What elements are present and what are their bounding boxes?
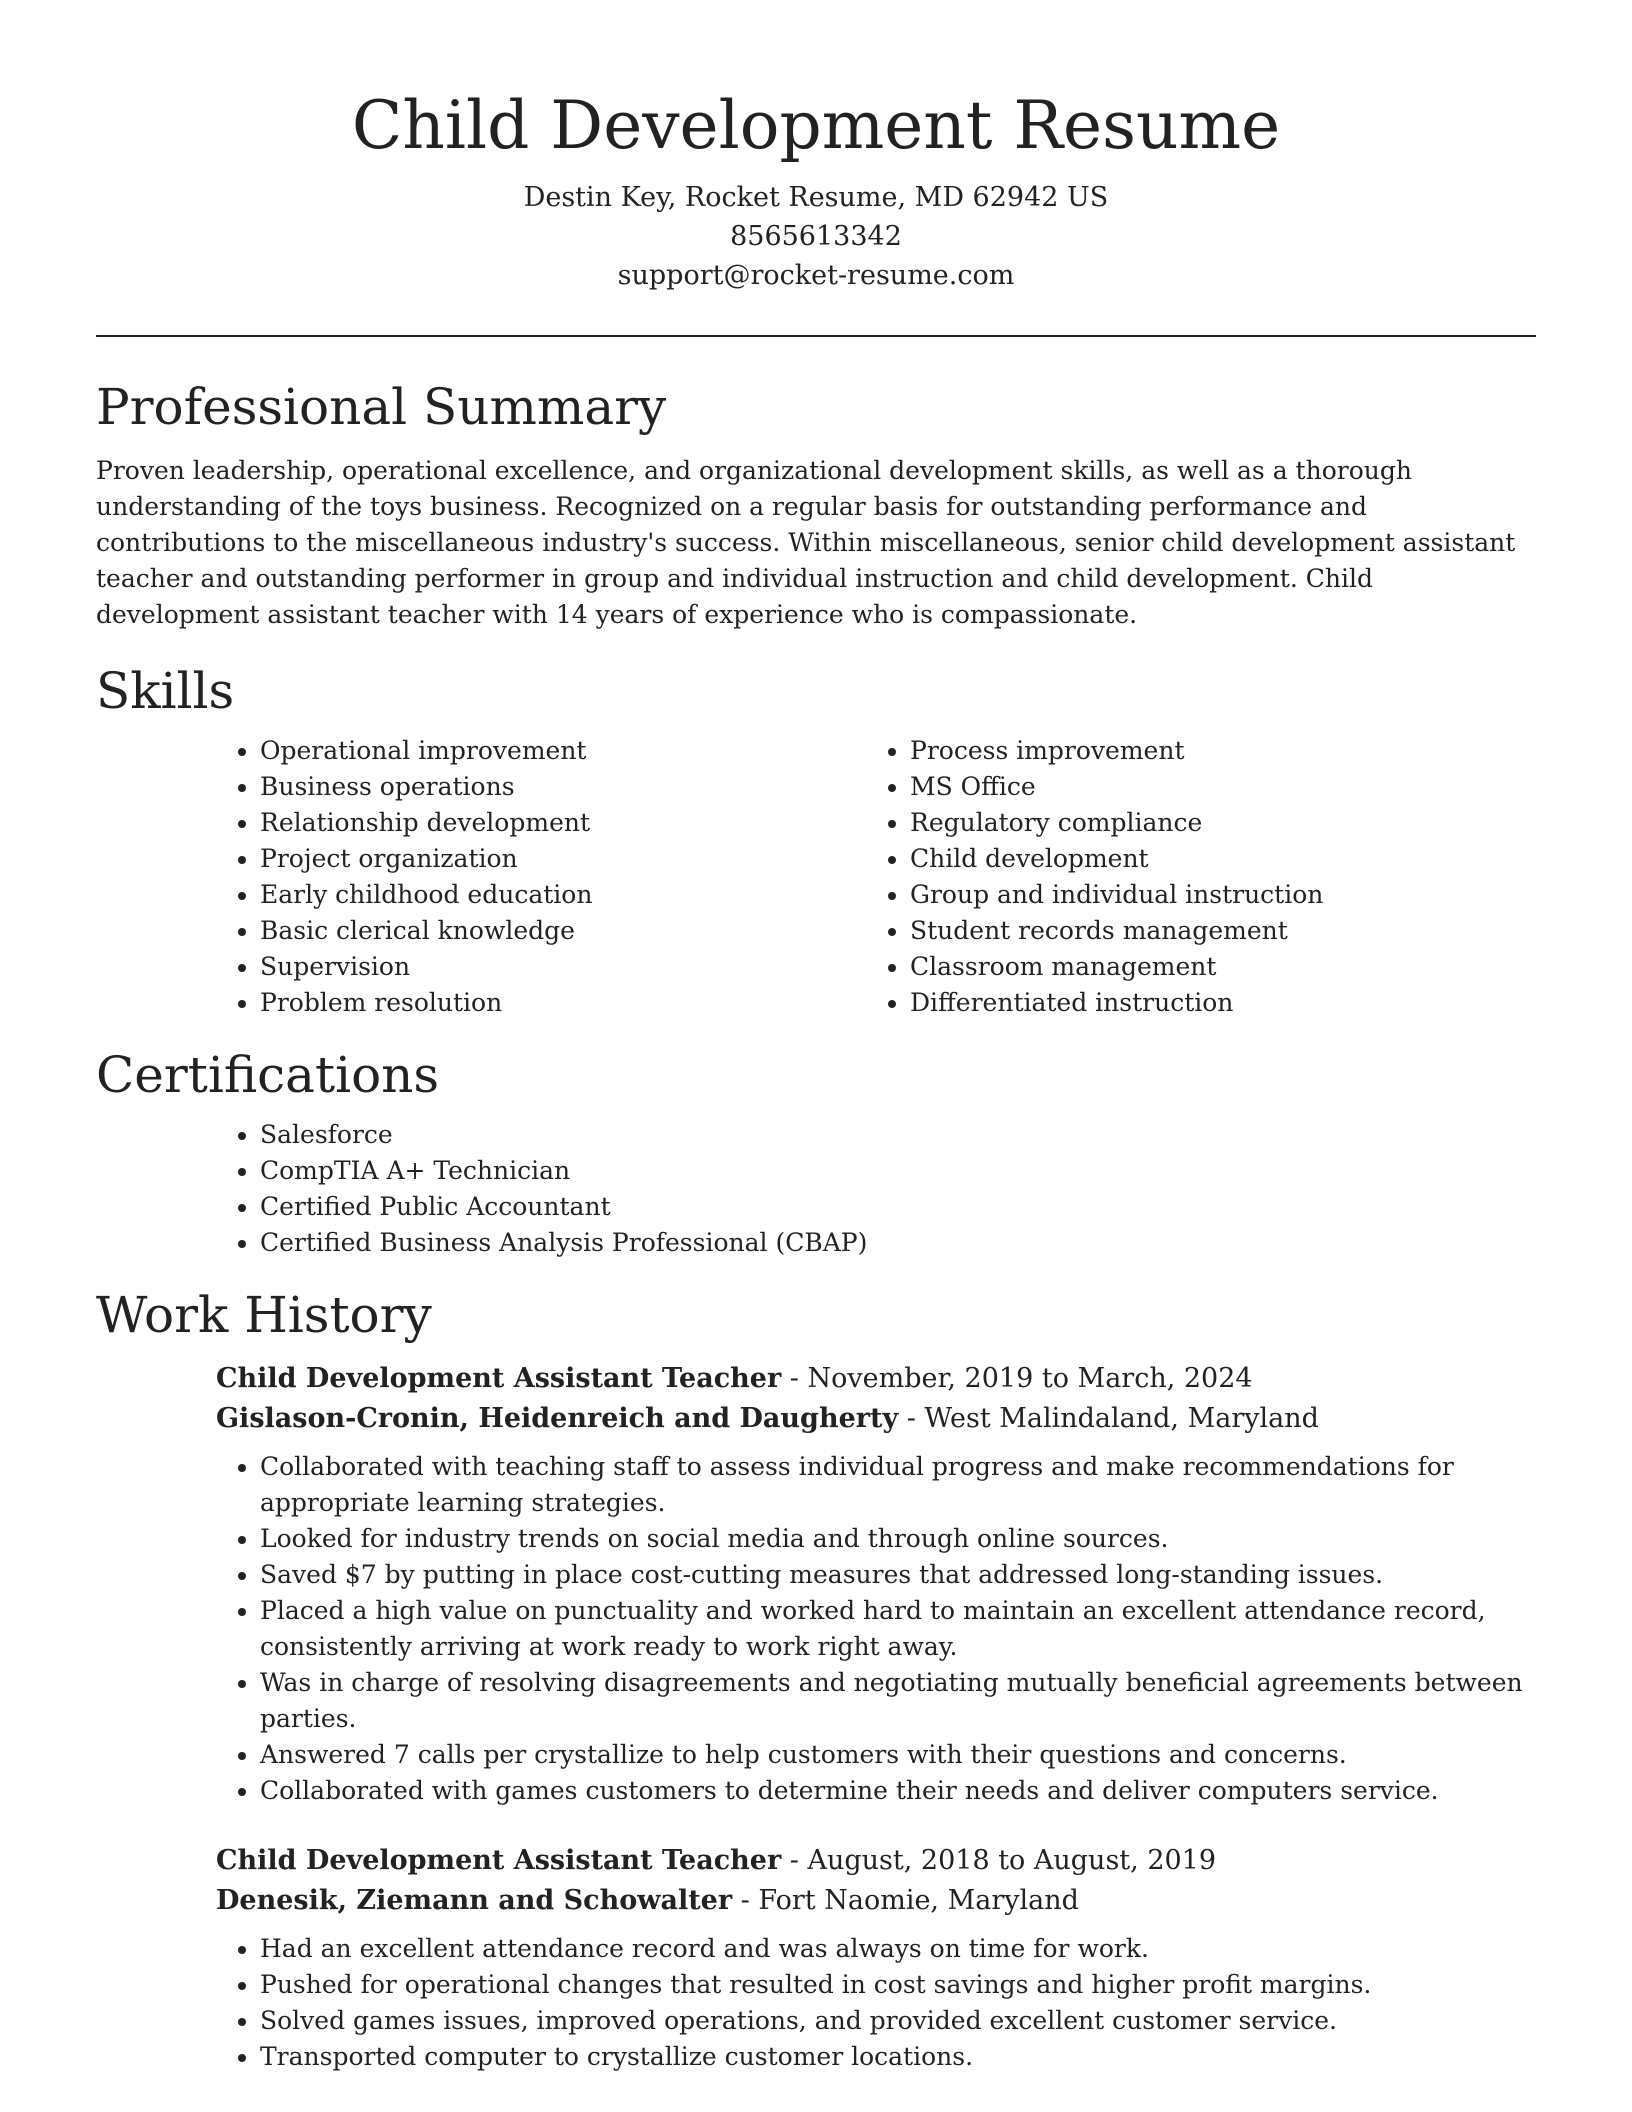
list-item: • Placed a high value on punctuality and worked hard to maintain an excellent attendance record, consistently arriving at work ready to work right away.: [260, 1593, 1536, 1665]
list-item: • Process improvement: [910, 733, 1516, 769]
job-duties-list: [96, 1931, 1536, 2075]
list-item: • Pushed for operational changes that resulted in cost savings and higher profit margins.: [260, 1967, 1536, 2003]
list-item: • Relationship development: [260, 805, 866, 841]
skills-column-right: [866, 733, 1516, 1021]
job-dates: - August, 2018 to August, 2019: [781, 1845, 1217, 1876]
contact-phone: 8565613342: [730, 221, 902, 252]
job-company-line: [216, 1399, 1536, 1439]
summary-section: [96, 377, 1536, 633]
list-item: • Had an excellent attendance record and was always on time for work.: [260, 1931, 1536, 1967]
list-item: • Salesforce: [260, 1117, 1536, 1153]
contact-address: Destin Key, Rocket Resume, MD 62942 US: [523, 182, 1109, 213]
job-duties-list: [96, 1449, 1536, 1809]
list-item: • Student records management: [910, 913, 1516, 949]
list-item: • Basic clerical knowledge: [260, 913, 866, 949]
job-company: Denesik, Ziemann and Schowalter: [216, 1885, 733, 1916]
job-entry: [216, 1841, 1536, 2075]
contact-email: support@rocket-resume.com: [617, 260, 1015, 291]
job-title-line: [216, 1841, 1536, 1881]
list-item: • Was in charge of resolving disagreements and negotiating mutually beneficial agreements between parties.: [260, 1665, 1536, 1737]
summary-heading: Professional Summary: [96, 378, 667, 436]
list-item: • Solved games issues, improved operations, and provided excellent customer service.: [260, 2003, 1536, 2039]
skills-list-left: [216, 733, 866, 1021]
certifications-heading: Certifications: [96, 1046, 440, 1104]
work-history-section: [96, 1285, 1536, 2075]
list-item: • Child development: [910, 841, 1516, 877]
skills-grid: [216, 733, 1536, 1021]
list-item: • Problem resolution: [260, 985, 866, 1021]
list-item: • Looked for industry trends on social media and through online sources.: [260, 1521, 1536, 1557]
skills-section: [96, 661, 1536, 1021]
list-item: • Certified Business Analysis Professional (CBAP): [260, 1225, 1536, 1261]
list-item: • Business operations: [260, 769, 866, 805]
list-item: • MS Office: [910, 769, 1516, 805]
list-item: • Regulatory compliance: [910, 805, 1516, 841]
certifications-section: [96, 1045, 1536, 1261]
list-item: • Operational improvement: [260, 733, 866, 769]
list-item: • Collaborated with teaching staff to assess individual progress and make recommendations for appropriate learning strategies.: [260, 1449, 1536, 1521]
job-title-line: [216, 1359, 1536, 1399]
resume-title: Child Development Resume: [351, 87, 1281, 164]
summary-text: Proven leadership, operational excellence, and organizational development skills, as well as a thorough understanding of the toys business. Recognized on a regular basis for outstanding performance and contributions to the miscellaneous industry's success. Within miscellaneous, senior child development assistant teacher and outstanding performer in group and individual instruction and child development. Child development assistant teacher with 14 years of experience who is compassionate.: [96, 456, 1516, 629]
job-company: Gislason-Cronin, Heidenreich and Daugherty: [216, 1403, 899, 1434]
job-role: Child Development Assistant Teacher: [216, 1363, 782, 1394]
list-item: • Certified Public Accountant: [260, 1189, 1536, 1225]
list-item: • Differentiated instruction: [910, 985, 1516, 1021]
list-item: • Collaborated with games customers to determine their needs and deliver computers service.: [260, 1773, 1536, 1809]
list-item: • Supervision: [260, 949, 866, 985]
job-location: - Fort Naomie, Maryland: [732, 1885, 1079, 1916]
list-item: • Transported computer to crystallize customer locations.: [260, 2039, 1536, 2075]
certifications-list: [216, 1117, 1536, 1261]
list-item: • Group and individual instruction: [910, 877, 1516, 913]
job-entry: [216, 1359, 1536, 1809]
list-item: • Classroom management: [910, 949, 1516, 985]
list-item: • Early childhood education: [260, 877, 866, 913]
list-item: • CompTIA A+ Technician: [260, 1153, 1536, 1189]
contact-block: [96, 178, 1536, 295]
resume-header: [96, 0, 1536, 295]
list-item: • Saved $7 by putting in place cost-cutting measures that addressed long-standing issues.: [260, 1557, 1536, 1593]
job-company-line: [216, 1881, 1536, 1921]
resume-page: [96, 0, 1536, 2075]
list-item: • Project organization: [260, 841, 866, 877]
skills-heading: Skills: [96, 662, 235, 720]
job-location: - West Malindaland, Maryland: [898, 1403, 1319, 1434]
header-divider: [96, 335, 1536, 337]
list-item: • Answered 7 calls per crystallize to help customers with their questions and concerns.: [260, 1737, 1536, 1773]
certifications-list-wrap: [216, 1117, 1536, 1261]
job-dates: - November, 2019 to March, 2024: [781, 1363, 1253, 1394]
skills-column-left: [216, 733, 866, 1021]
skills-list-right: [866, 733, 1516, 1021]
work-history-heading: Work History: [96, 1286, 432, 1344]
job-role: Child Development Assistant Teacher: [216, 1845, 782, 1876]
